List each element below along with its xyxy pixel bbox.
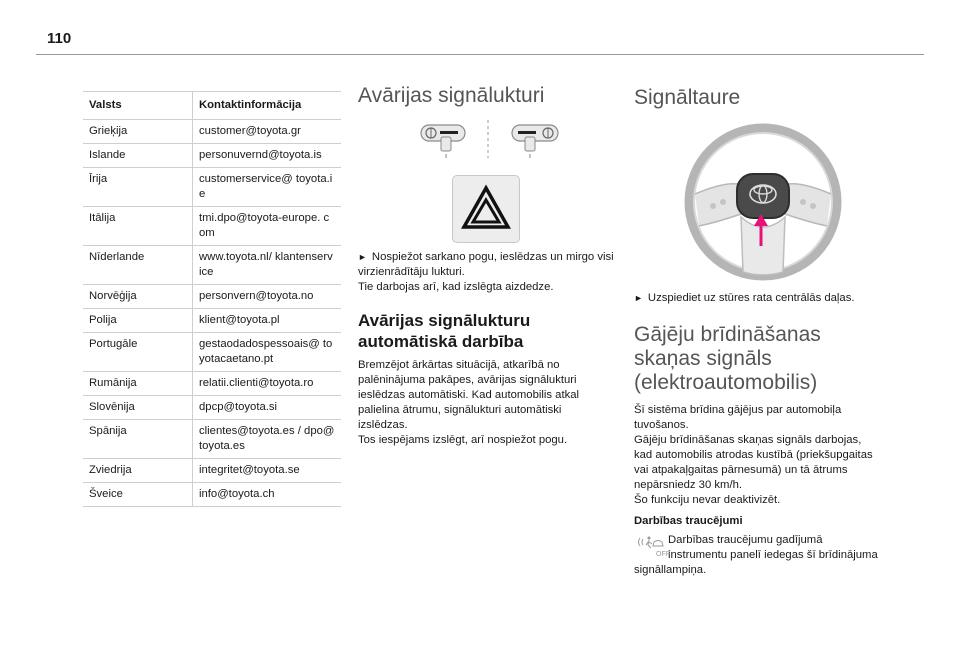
auto-hazard-section	[358, 310, 614, 448]
pedestrian-title-line: Gājēju brīdināšanas	[634, 323, 821, 346]
pedestrian-line: Šī sistēma brīdina gājējus par automobiļa	[634, 404, 842, 416]
contact-cell: gestaodadospessoais@ toyotacaetano.pt	[193, 333, 342, 372]
country-cell: Portugāle	[83, 333, 193, 372]
auto-hazard-body	[358, 358, 614, 448]
table-row	[83, 333, 341, 372]
malfunction-line-3: signāllampiņa.	[634, 564, 707, 576]
pedestrian-section	[634, 323, 904, 529]
pedestrian-line: Gājēju brīdināšanas skaņas signāls darbojas,	[634, 434, 862, 446]
malfunction-title: Darbības traucējumi	[634, 515, 743, 527]
pedestrian-body	[634, 403, 904, 508]
pedestrian-title	[634, 323, 904, 395]
malfunction-block	[634, 533, 904, 578]
contact-cell: customer@toyota.gr	[193, 120, 342, 144]
malfunction-line-2: instrumentu panelī iedegas šī brīdinājuma	[668, 549, 878, 561]
turn-signal-illustration	[418, 118, 562, 160]
auto-hazard-line: ieslēdzas automātiski. Kad automobilis atkal	[358, 389, 580, 401]
country-cell: Zviedrija	[83, 459, 193, 483]
table-row	[83, 144, 341, 168]
auto-hazard-line: izslēdzas.	[358, 419, 408, 431]
contact-cell: personvern@toyota.no	[193, 285, 342, 309]
page-number: 110	[47, 30, 72, 47]
auto-hazard-title-1: Avārijas signālukturu	[358, 311, 531, 330]
hazard-note: Tie darbojas arī, kad izslēgta aizdedze.	[358, 281, 554, 293]
hazard-triangle-icon	[453, 176, 519, 242]
country-cell: Itālija	[83, 207, 193, 246]
country-cell: Grieķija	[83, 120, 193, 144]
table-row	[83, 459, 341, 483]
auto-hazard-line: palielina ātrumu, signālukturi automātiski	[358, 404, 562, 416]
auto-hazard-title-2: automātiskā darbība	[358, 332, 524, 351]
left-stalk-icon	[421, 125, 465, 158]
country-cell: Polija	[83, 309, 193, 333]
hazard-bullet: ► Nospiežot sarkano pogu, ieslēdzas un mirgo visi virzienrādītāju lukturi.	[358, 251, 614, 278]
contact-cell: tmi.dpo@toyota-europe. com	[193, 207, 342, 246]
pedestrian-warning-lamp-icon	[636, 534, 670, 558]
auto-hazard-line: Tos iespējams izslēgt, arī nospiežot pogu.	[358, 434, 568, 446]
table-row	[83, 396, 341, 420]
pedestrian-title-line: (elektroautomobilis)	[634, 371, 818, 394]
bullet-arrow-icon: ►	[358, 252, 367, 262]
country-cell: Nīderlande	[83, 246, 193, 285]
horn-section	[634, 86, 740, 110]
table-row	[83, 120, 341, 144]
horn-title: Signāltaure	[634, 86, 741, 109]
table-row	[83, 309, 341, 333]
column-header-country: Valsts	[83, 92, 193, 120]
country-cell: Spānija	[83, 420, 193, 459]
steering-wheel-illustration	[683, 122, 843, 282]
table-row	[83, 285, 341, 309]
country-cell: Rumānija	[83, 372, 193, 396]
country-cell: Slovēnija	[83, 396, 193, 420]
contact-cell: info@toyota.ch	[193, 483, 342, 507]
top-rule	[36, 54, 924, 55]
pedestrian-line: kad automobilis atrodas kustībā (priekšupgaitas	[634, 449, 873, 461]
contact-cell: personuvernd@toyota.is	[193, 144, 342, 168]
contact-cell: dpcp@toyota.si	[193, 396, 342, 420]
auto-hazard-line: palēninājuma pakāpes, avārijas signālukturi	[358, 374, 577, 386]
right-stalk-icon	[512, 125, 558, 158]
auto-hazard-line: Bremzējot ārkārtas situācijā, atkarībā no	[358, 359, 560, 371]
hazard-section	[358, 84, 610, 108]
hazard-text	[358, 250, 614, 295]
table-row	[83, 207, 341, 246]
contact-cell: klient@toyota.pl	[193, 309, 342, 333]
malfunction-line-1: Darbības traucējumu gadījumā	[668, 534, 823, 546]
table-row	[83, 483, 341, 507]
table-header-row	[83, 92, 341, 120]
contact-cell: relatii.clienti@toyota.ro	[193, 372, 342, 396]
contact-table	[83, 91, 341, 507]
horn-bullet: ► Uzspiediet uz stūres rata centrālās daļas.	[634, 292, 855, 304]
pedestrian-line: vai atpakaļgaitas pārnesumā) un tā ātrums	[634, 464, 848, 476]
bullet-arrow-icon: ►	[634, 293, 643, 303]
hazard-title: Avārijas signālukturi	[358, 84, 545, 107]
table-row	[83, 372, 341, 396]
pedestrian-line: nepārsniedz 30 km/h.	[634, 479, 743, 491]
pedestrian-title-line: skaņas signāls	[634, 347, 772, 370]
horn-text	[634, 291, 904, 306]
contact-cell: integritet@toyota.se	[193, 459, 342, 483]
table-row	[83, 168, 341, 207]
column-header-contact: Kontaktinformācija	[193, 92, 342, 120]
country-cell: Norvēģija	[83, 285, 193, 309]
contact-cell: customerservice@ toyota.ie	[193, 168, 342, 207]
table-row	[83, 420, 341, 459]
country-cell: Šveice	[83, 483, 193, 507]
contact-cell: www.toyota.nl/ klantenservice	[193, 246, 342, 285]
table-row	[83, 246, 341, 285]
country-cell: Īrija	[83, 168, 193, 207]
pedestrian-line: Šo funkciju nevar deaktivizēt.	[634, 494, 781, 506]
pedestrian-line: tuvošanos.	[634, 419, 689, 431]
country-cell: Islande	[83, 144, 193, 168]
svg-text:OFF: OFF	[656, 551, 670, 558]
contact-cell: clientes@toyota.es / dpo@toyota.es	[193, 420, 342, 459]
hazard-button-illustration	[452, 175, 520, 243]
